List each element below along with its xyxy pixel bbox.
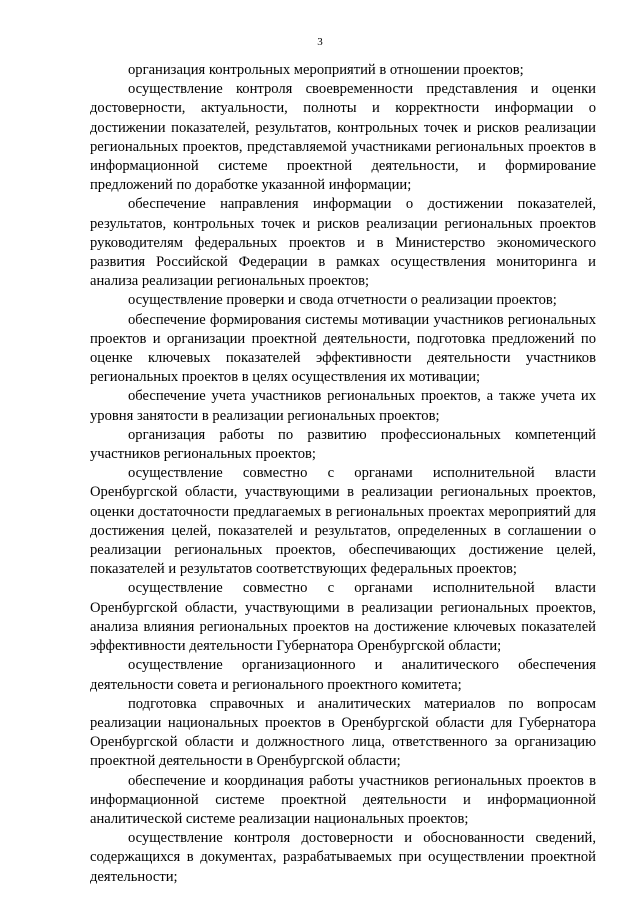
paragraph: обеспечение направления информации о достижении показателей, результатов, контрольных точек и рисков реализации региональных проектов руководителям федеральных проектов и в Министерство экономического развития Российской Федерации в рамках осуществления мониторинга и анализа реализации региональных проектов; (90, 196, 596, 290)
document-body (90, 61, 596, 887)
paragraph: организация работы по развитию профессиональных компетенций участников региональных проектов; (90, 426, 596, 463)
paragraph: осуществление организационного и аналитического обеспечения деятельности совета и регионального проектного комитета; (90, 657, 596, 693)
paragraph: осуществление совместно с органами исполнительной власти Оренбургской области, участвующими в реализации региональных проектов, анализа влияния региональных проектов на достижение ключевых показателей эффективности деятельности Губернатора Оренбургской области; (90, 580, 596, 655)
paragraph: осуществление контроля своевременности представления и оценки достоверности, актуальности, полноты и корректности информации о достижении показателей, результатов, контрольных точек и рисков реализации региональных проектов, представляемой участниками региональных проектов в информационной системе проектной деятельности, и формирование предложений по доработке указанной информации; (90, 81, 596, 194)
paragraph: обеспечение формирования системы мотивации участников региональных проектов и организации проектной деятельности, подготовка предложений по оценке ключевых показателей эффективности деятельности участников региональных проектов в целях осуществления их мотивации; (90, 311, 596, 386)
paragraph: обеспечение учета участников региональных проектов, а также учета их уровня занятости в реализации региональных проектов; (90, 388, 596, 424)
paragraph: подготовка справочных и аналитических материалов по вопросам реализации национальных проектов в Оренбургской области для Губернатора Оренбургской области и должностного лица, ответственного за организацию проектной деятельности в Оренбургской области; (90, 695, 596, 770)
paragraph: организация контрольных мероприятий в отношении проектов; (128, 62, 524, 78)
paragraph: осуществление совместно с органами исполнительной власти Оренбургской области, участвующими в реализации региональных проектов, оценки достаточности предлагаемых в региональных проектах мероприятий для достижения целей, показателей и результатов, определенных в соглашении о реализации региональных проектов, обеспечивающих достижение целей, показателей и результатов соответствующих федеральных проектов; (90, 465, 596, 578)
paragraph: обеспечение и координация работы участников региональных проектов в информационной системе проектной деятельности и информационной аналитической системе реализации национальных проектов; (90, 772, 596, 827)
paragraph: осуществление проверки и свода отчетности о реализации проектов; (128, 292, 557, 309)
page-number: 3 (317, 36, 323, 48)
paragraph: осуществление контроля достоверности и обоснованности сведений, содержащихся в документах, разрабатываемых при осуществлении проектной деятельности; (90, 830, 596, 885)
